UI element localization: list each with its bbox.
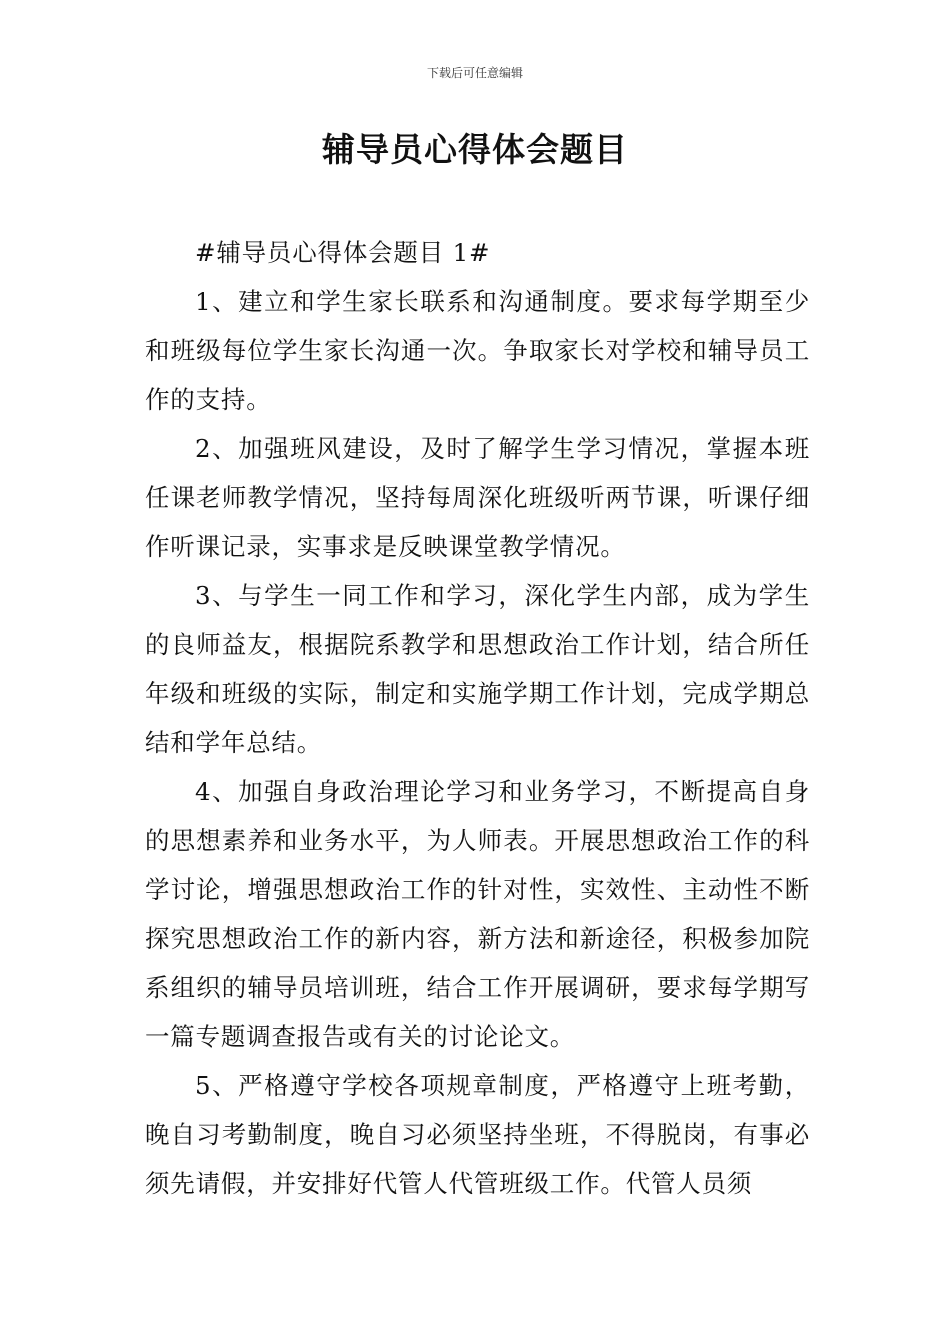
paragraph-1: 1、建立和学生家长联系和沟通制度。要求每学期至少和班级每位学生家长沟通一次。争取家长对学校和辅导员工作的支持。 [145, 287, 810, 414]
paragraph-5: 5、严格遵守学校各项规章制度，严格遵守上班考勤，晚自习考勤制度，晚自习必须坚持坐班，不得脱岗，有事必须先请假，并安排好代管人代管班级工作。代管人员须 [145, 1071, 810, 1198]
paragraph-4: 4、加强自身政治理论学习和业务学习，不断提高自身的思想素养和业务水平，为人师表。开展思想政治工作的科学讨论，增强思想政治工作的针对性，实效性、主动性不断探究思想政治工作的新内容，新方法和新途径，积极参加院系组织的辅导员培训班，结合工作开展调研，要求每学期写一篇专题调查报告或有关的讨论论文。 [145, 777, 810, 1051]
paragraph-3: 3、与学生一同工作和学习，深化学生内部，成为学生的良师益友，根据院系教学和思想政治工作计划，结合所任年级和班级的实际，制定和实施学期工作计划，完成学期总结和学年总结。 [145, 581, 810, 757]
paragraph-2: 2、加强班风建设，及时了解学生学习情况，掌握本班任课老师教学情况，坚持每周深化班级听两节课，听课仔细作听课记录，实事求是反映课堂教学情况。 [145, 434, 810, 561]
document-title: 辅导员心得体会题目 [322, 130, 628, 169]
document-body [145, 228, 810, 1208]
header-note: 下载后可任意编辑 [426, 66, 523, 80]
section-heading: #辅导员心得体会题目 1# [195, 238, 491, 267]
